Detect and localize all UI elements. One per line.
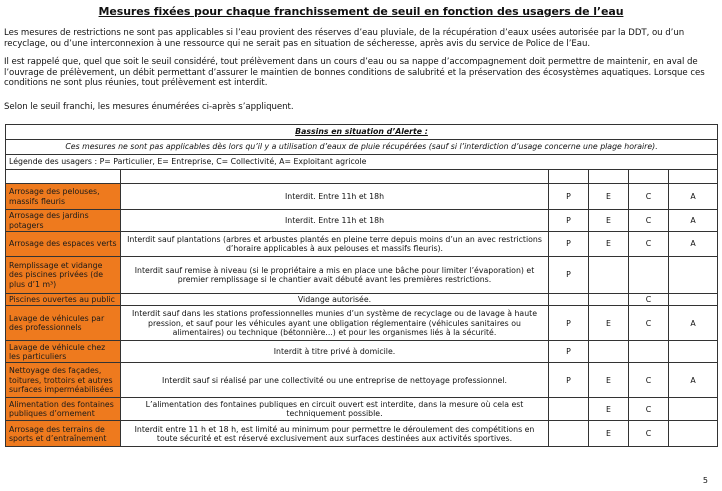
user-e-cell: [589, 257, 629, 294]
page-title: Mesures fixées pour chaque franchissement de seuil en fonction des usagers de l’eau: [98, 5, 624, 18]
user-a-cell: [669, 341, 718, 363]
rule-cell: Interdit entre 11 h et 18 h, est limité au minimum pour permettre le déroulement des compétitions en toute sécurité et est réservé exclusivement aux surfaces destinées aux activités sportives.: [121, 421, 549, 447]
page-number: 5: [702, 476, 708, 485]
user-a-cell: [669, 294, 718, 306]
rule-cell: Interdit sauf dans les stations professionnelles munies d’un système de recyclage ou de lavage à haute pression, et sauf pour les véhicules ayant une obligation réglementaire (véhicules sanitaires ou alimentaires) ou technique (bétonnière...) et pour les organismes liés à la sécurité.: [121, 306, 549, 341]
user-p-cell: P: [549, 210, 589, 232]
paragraph-exemptions: Les mesures de restrictions ne sont pas applicables si l’eau provient des réserves d’eau pluviale, de la récupération d’eaux usées autorisée par la DDT, ou d’un recyclage, ou d’une interconnexion à une ressource qui ne serait pas en situation de sécheresse, après avis du service de Police de l’Eau.: [4, 28, 685, 49]
user-c-cell: [629, 341, 669, 363]
rule-cell: Interdit à titre privé à domicile.: [121, 341, 549, 363]
user-p-cell: [549, 398, 589, 421]
user-a-cell: [669, 257, 718, 294]
empty-cell: [629, 170, 669, 184]
user-a-cell: [669, 421, 718, 447]
user-c-cell: C: [629, 363, 669, 398]
user-e-cell: [589, 294, 629, 306]
table-row: [6, 398, 718, 421]
usage-cell: Lavage de véhicules par des professionnels: [6, 306, 121, 341]
user-e-cell: E: [589, 232, 629, 257]
user-a-cell: A: [669, 210, 718, 232]
user-p-cell: P: [549, 363, 589, 398]
paragraph-minimum-flow: Il est rappelé que, quel que soit le seuil considéré, tout prélèvement dans un cours d’eau ou sa nappe d’accompagnement doit permettre de maintenir, en aval de l’ouvrage de prélèvement, un débit permettant d’assurer le maintien de bonnes conditions de salubrité et la préservation des écosystèmes aquatiques. Lorsque ces conditions ne sont plus réunies, tout prélèvement est interdit.: [4, 57, 705, 89]
table-note-row: [6, 140, 718, 155]
user-c-cell: C: [629, 210, 669, 232]
rule-cell: Interdit sauf remise à niveau (si le propriétaire a mis en place une bâche pour limiter l’évaporation) et premier remplissage si le chantier avait débuté avant les premières restrictions.: [121, 257, 549, 294]
user-c-cell: [629, 257, 669, 294]
user-c-cell: C: [629, 232, 669, 257]
users-legend: Légende des usagers : P= Particulier, E= Entreprise, C= Collectivité, A= Exploitant agricole: [6, 155, 718, 170]
table-row: [6, 421, 718, 447]
user-e-cell: E: [589, 306, 629, 341]
table-row: [6, 363, 718, 398]
user-a-cell: A: [669, 306, 718, 341]
user-e-cell: E: [589, 210, 629, 232]
paragraph-thresholds: Selon le seuil franchi, les mesures énumérées ci-après s’appliquent.: [4, 102, 294, 112]
user-a-cell: A: [669, 363, 718, 398]
table-row: [6, 306, 718, 341]
usage-cell: Remplissage et vidange des piscines privées (de plus d’1 m³): [6, 257, 121, 294]
table-row: [6, 257, 718, 294]
user-c-cell: C: [629, 398, 669, 421]
table-row: [6, 294, 718, 306]
table-row: [6, 232, 718, 257]
user-c-cell: C: [629, 294, 669, 306]
rule-cell: Interdit. Entre 11h et 18h: [121, 184, 549, 210]
table-row: [6, 184, 718, 210]
user-c-cell: C: [629, 306, 669, 341]
user-p-cell: [549, 294, 589, 306]
user-e-cell: [589, 341, 629, 363]
table-row: [6, 210, 718, 232]
empty-cell: [589, 170, 629, 184]
usage-cell: Lavage de véhicule chez les particuliers: [6, 341, 121, 363]
usage-cell: Arrosage des pelouses, massifs fleuris: [6, 184, 121, 210]
rainwater-note: Ces mesures ne sont pas applicables dès lors qu’il y a utilisation d’eaux de pluie récupérées (sauf si l’interdiction d’usage concerne une plage horaire).: [6, 140, 718, 155]
usage-cell: Arrosage des jardins potagers: [6, 210, 121, 232]
restrictions-table: [5, 124, 718, 447]
user-a-cell: A: [669, 184, 718, 210]
empty-cell: [121, 170, 549, 184]
rule-cell: Vidange autorisée.: [121, 294, 549, 306]
rule-cell: Interdit. Entre 11h et 18h: [121, 210, 549, 232]
user-e-cell: E: [589, 184, 629, 210]
table-legend-row: [6, 155, 718, 170]
user-p-cell: P: [549, 184, 589, 210]
rule-cell: Interdit sauf si réalisé par une collectivité ou une entreprise de nettoyage professionnel.: [121, 363, 549, 398]
table-empty-row: [6, 170, 718, 184]
user-e-cell: E: [589, 363, 629, 398]
user-p-cell: P: [549, 232, 589, 257]
rule-cell: Interdit sauf plantations (arbres et arbustes plantés en pleine terre depuis moins d’un an avec restrictions d’horaire applicables à aux pelouses et massifs fleuris).: [121, 232, 549, 257]
usage-cell: Alimentation des fontaines publiques d’ornement: [6, 398, 121, 421]
user-a-cell: A: [669, 232, 718, 257]
alert-basins-header: Bassins en situation d’Alerte :: [6, 125, 718, 140]
user-c-cell: C: [629, 421, 669, 447]
usage-cell: Arrosage des terrains de sports et d’entraînement: [6, 421, 121, 447]
user-p-cell: P: [549, 341, 589, 363]
empty-cell: [549, 170, 589, 184]
empty-cell: [6, 170, 121, 184]
user-a-cell: [669, 398, 718, 421]
user-p-cell: P: [549, 306, 589, 341]
empty-cell: [669, 170, 718, 184]
table-row: [6, 341, 718, 363]
usage-cell: Piscines ouvertes au public: [6, 294, 121, 306]
usage-cell: Nettoyage des façades, toitures, trottoirs et autres surfaces imperméabilisées: [6, 363, 121, 398]
table-header-row: [6, 125, 718, 140]
user-e-cell: E: [589, 421, 629, 447]
user-e-cell: E: [589, 398, 629, 421]
user-p-cell: [549, 421, 589, 447]
user-p-cell: P: [549, 257, 589, 294]
rule-cell: L’alimentation des fontaines publiques en circuit ouvert est interdite, dans la mesure où cela est techniquement possible.: [121, 398, 549, 421]
usage-cell: Arrosage des espaces verts: [6, 232, 121, 257]
user-c-cell: C: [629, 184, 669, 210]
